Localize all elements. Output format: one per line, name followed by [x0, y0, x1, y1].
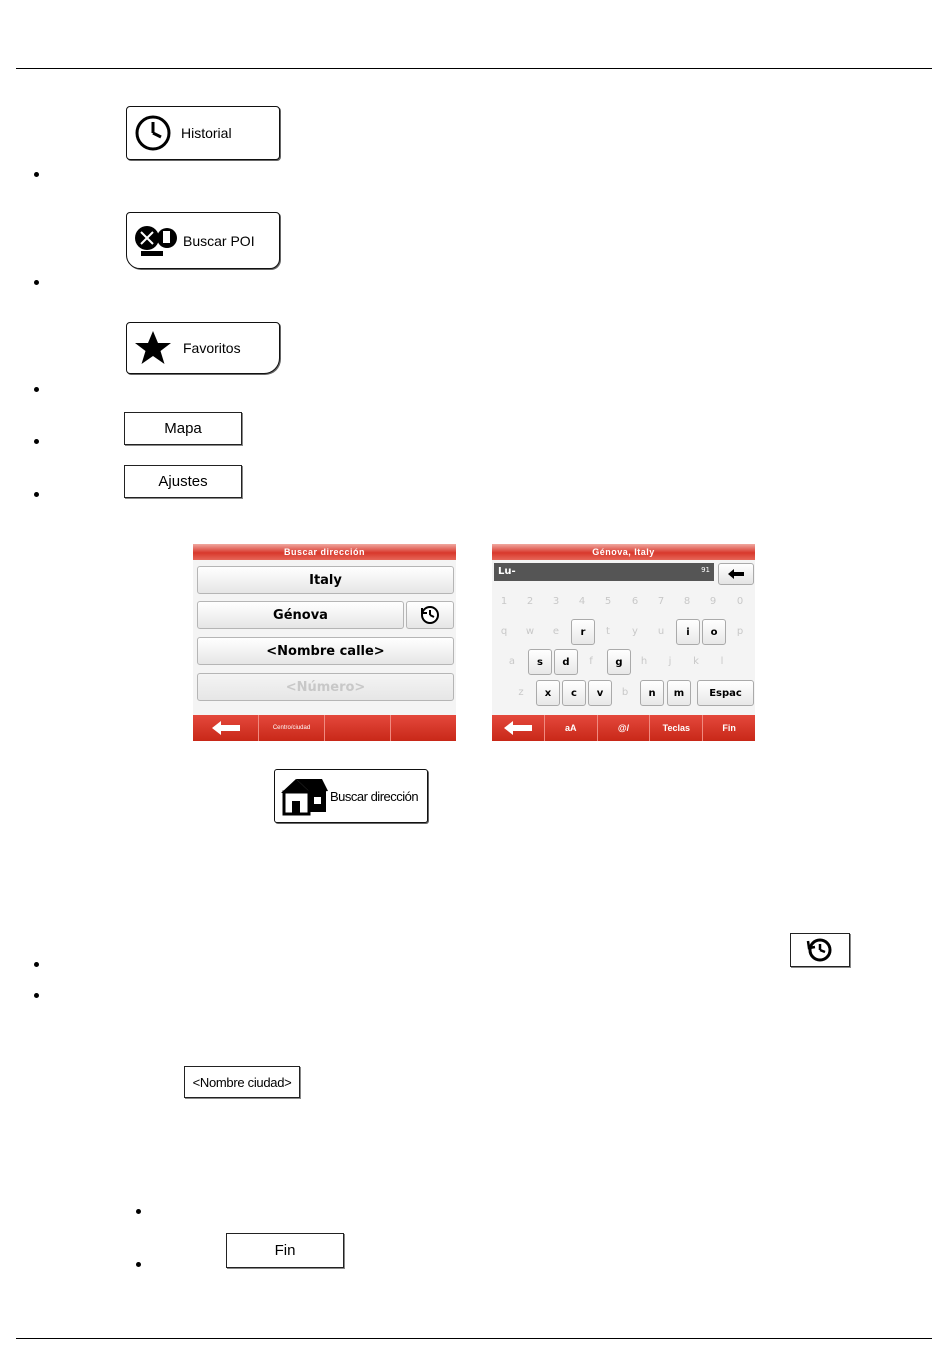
- key[interactable]: 0: [736, 595, 744, 607]
- back-button[interactable]: [193, 715, 259, 741]
- key[interactable]: b: [621, 686, 629, 698]
- country-field[interactable]: Italy: [197, 566, 454, 594]
- key[interactable]: h: [640, 655, 648, 667]
- number-field[interactable]: <Número>: [197, 673, 454, 701]
- top-rule: [16, 68, 932, 69]
- text-input[interactable]: [494, 563, 714, 581]
- favoritos-label: Favoritos: [183, 340, 241, 356]
- key[interactable]: w: [525, 625, 535, 637]
- bullet: [34, 492, 39, 497]
- key[interactable]: d: [554, 649, 578, 675]
- footer-button-1[interactable]: Centro/ciudad: [259, 715, 325, 741]
- done-button[interactable]: Fin: [722, 723, 736, 733]
- key[interactable]: x: [536, 680, 560, 706]
- key[interactable]: r: [571, 619, 595, 645]
- buscar-poi-label: Buscar POI: [183, 232, 255, 249]
- mapa-button[interactable]: [124, 412, 242, 445]
- screen-footer: [193, 715, 456, 741]
- key[interactable]: s: [528, 649, 552, 675]
- bullet: [136, 1262, 141, 1267]
- historial-button[interactable]: [126, 106, 280, 160]
- bullet: [34, 172, 39, 177]
- city-field[interactable]: Génova: [197, 601, 404, 629]
- key[interactable]: l: [720, 655, 724, 667]
- key[interactable]: 5: [604, 595, 612, 607]
- bullet: [34, 962, 39, 967]
- fin-label: Fin: [274, 1242, 296, 1259]
- key[interactable]: k: [693, 655, 699, 667]
- city-name-label: <Nombre ciudad>: [192, 1074, 292, 1090]
- buscar-direccion-label: Buscar dirección: [330, 788, 419, 804]
- bullet: [34, 387, 39, 392]
- key[interactable]: e: [552, 625, 560, 637]
- bullet: [34, 439, 39, 444]
- case-button[interactable]: aA: [545, 715, 598, 741]
- key[interactable]: v: [588, 680, 612, 706]
- key[interactable]: i: [676, 619, 700, 645]
- key[interactable]: 7: [657, 595, 665, 607]
- bullet: [34, 993, 39, 998]
- key[interactable]: g: [607, 649, 631, 675]
- key[interactable]: y: [632, 625, 638, 637]
- backspace-key[interactable]: [718, 563, 754, 585]
- key[interactable]: 2: [526, 595, 534, 607]
- fin-button[interactable]: [226, 1233, 344, 1268]
- poi-icon: [131, 221, 179, 261]
- key[interactable]: n: [640, 680, 664, 706]
- history-icon-button[interactable]: [790, 933, 850, 967]
- ajustes-button[interactable]: [124, 465, 242, 498]
- key[interactable]: 4: [578, 595, 586, 607]
- footer-button-2[interactable]: [325, 715, 391, 741]
- key[interactable]: u: [657, 625, 665, 637]
- backspace-icon: [728, 569, 744, 579]
- input-value: Lu-: [498, 566, 516, 577]
- back-arrow-icon: [212, 721, 240, 735]
- key[interactable]: f: [589, 655, 593, 667]
- footer-button-3[interactable]: [391, 715, 456, 741]
- screen-footer: [492, 715, 755, 741]
- star-icon: [133, 328, 173, 368]
- historial-label: Historial: [181, 125, 232, 141]
- symbols-button[interactable]: @/: [598, 715, 651, 741]
- key[interactable]: a: [508, 655, 516, 667]
- key[interactable]: m: [667, 680, 691, 706]
- bullet: [136, 1209, 141, 1214]
- key[interactable]: z: [518, 686, 524, 698]
- keyboard-screen: [492, 544, 755, 741]
- history-icon: [806, 937, 834, 963]
- key[interactable]: c: [562, 680, 586, 706]
- result-count: 91: [701, 566, 710, 574]
- key[interactable]: 9: [709, 595, 717, 607]
- city-name-field[interactable]: [184, 1066, 300, 1098]
- buscar-direccion-button[interactable]: [274, 769, 428, 823]
- screen-title: Buscar dirección: [193, 544, 456, 560]
- back-arrow-icon: [504, 721, 532, 735]
- key[interactable]: j: [668, 655, 672, 667]
- key[interactable]: o: [702, 619, 726, 645]
- house-icon: [278, 775, 330, 817]
- address-search-screen: [193, 544, 456, 741]
- screen-title: Génova, Italy: [492, 544, 755, 560]
- key[interactable]: 3: [552, 595, 560, 607]
- history-button[interactable]: [406, 601, 454, 629]
- bottom-rule: [16, 1338, 932, 1339]
- ajustes-label: Ajustes: [158, 473, 208, 490]
- history-icon: [419, 604, 441, 626]
- mapa-label: Mapa: [164, 420, 202, 437]
- key[interactable]: 8: [683, 595, 691, 607]
- buscar-poi-button[interactable]: [126, 212, 280, 269]
- key[interactable]: p: [736, 625, 744, 637]
- space-key[interactable]: Espac: [697, 680, 754, 706]
- keys-button[interactable]: Teclas: [650, 715, 703, 741]
- street-field[interactable]: <Nombre calle>: [197, 637, 454, 665]
- key[interactable]: 6: [631, 595, 639, 607]
- favoritos-button[interactable]: [126, 322, 280, 374]
- key[interactable]: 1: [500, 595, 508, 607]
- clock-icon: [133, 113, 173, 153]
- key[interactable]: t: [606, 625, 610, 637]
- back-button[interactable]: [492, 715, 545, 741]
- key[interactable]: q: [500, 625, 508, 637]
- bullet: [34, 280, 39, 285]
